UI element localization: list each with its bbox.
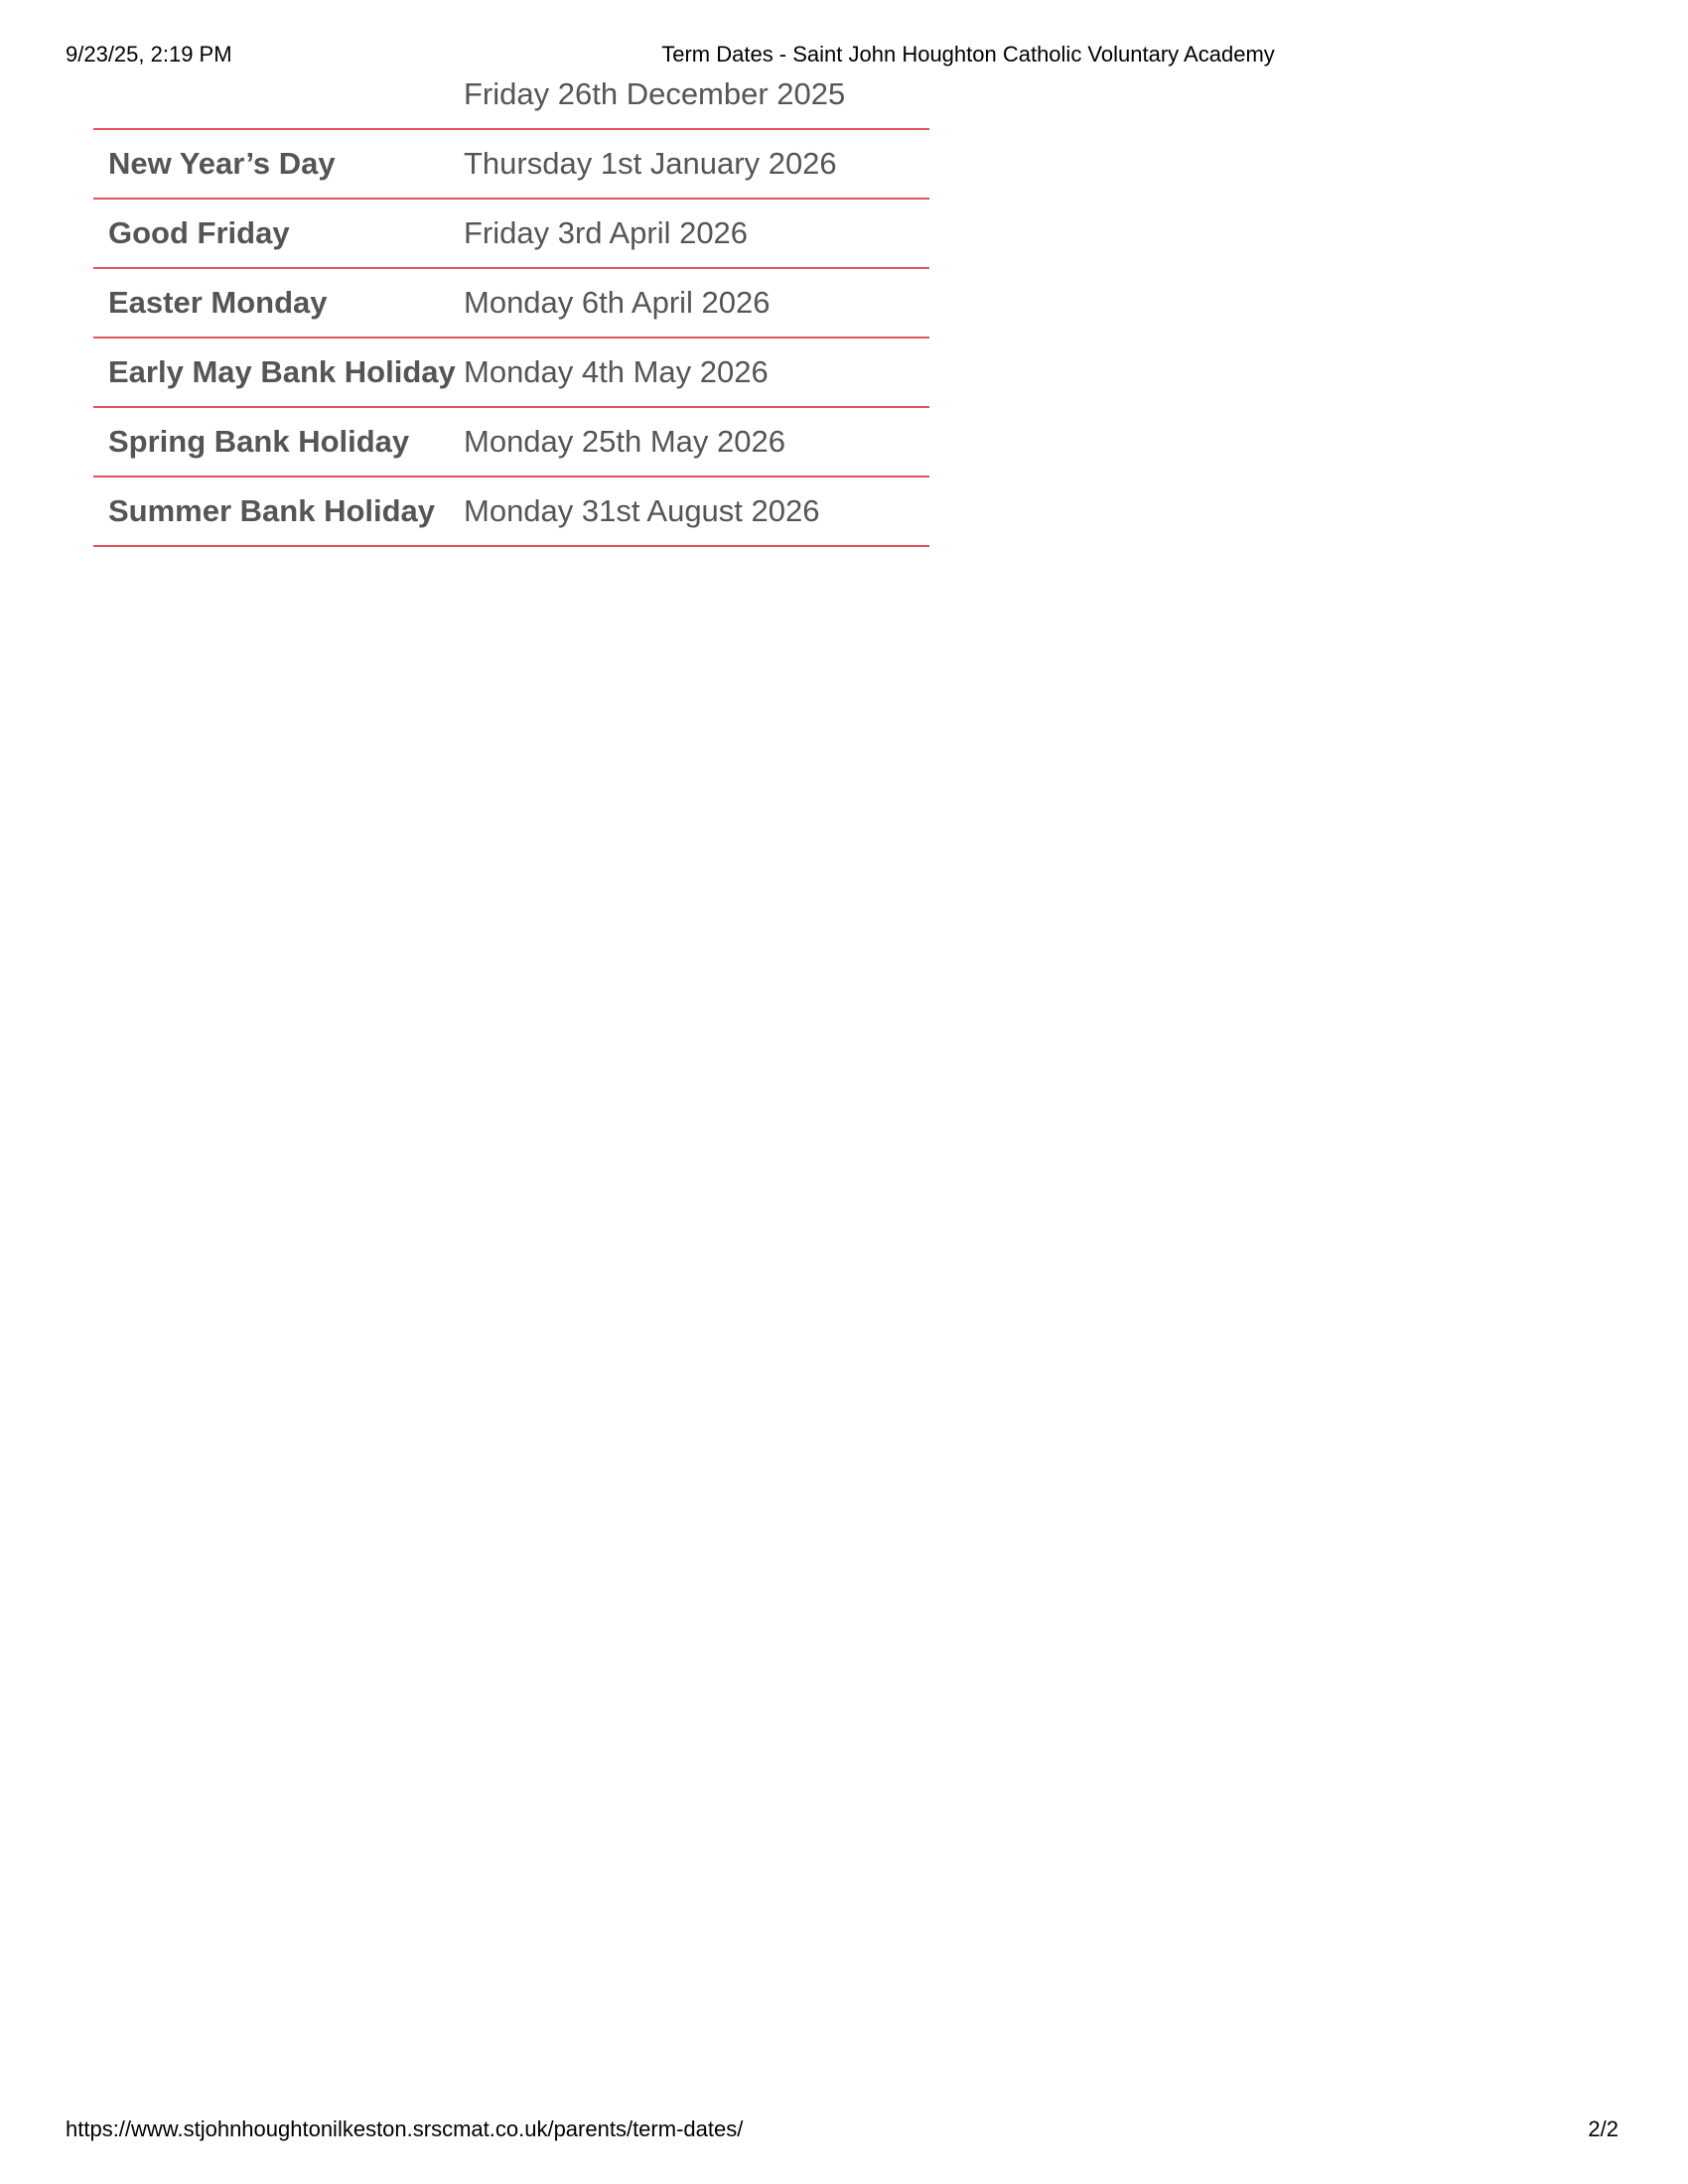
print-header-title: Term Dates - Saint John Houghton Catholic Voluntary Academy xyxy=(661,42,1275,67)
table-row xyxy=(93,129,929,199)
table-row xyxy=(93,268,929,338)
table-row xyxy=(93,199,929,268)
print-footer-page-number: 2/2 xyxy=(1588,2116,1618,2141)
holiday-name: Easter Monday xyxy=(93,268,464,338)
holiday-name: Good Friday xyxy=(93,199,464,268)
holiday-date: Thursday 1st January 2026 xyxy=(464,129,929,199)
table-row xyxy=(93,338,929,407)
table-row xyxy=(93,407,929,477)
holiday-name: New Year’s Day xyxy=(93,129,464,199)
holiday-name: Early May Bank Holiday xyxy=(93,338,464,407)
bank-holidays-table xyxy=(93,63,929,547)
print-footer-url: https://www.stjohnhoughtonilkeston.srscmat.co.uk/parents/term-dates/ xyxy=(66,2116,744,2141)
holiday-name: Spring Bank Holiday xyxy=(93,407,464,477)
print-header-date: 9/23/25, 2:19 PM xyxy=(66,42,232,67)
holiday-date: Friday 3rd April 2026 xyxy=(464,199,929,268)
table-row xyxy=(93,63,929,129)
holiday-date: Monday 4th May 2026 xyxy=(464,338,929,407)
holiday-name xyxy=(93,63,464,129)
holiday-name: Summer Bank Holiday xyxy=(93,477,464,546)
holiday-date: Monday 31st August 2026 xyxy=(464,477,929,546)
holiday-date: Friday 26th December 2025 xyxy=(464,63,929,129)
table-row xyxy=(93,477,929,546)
holiday-date: Monday 25th May 2026 xyxy=(464,407,929,477)
holiday-date: Monday 6th April 2026 xyxy=(464,268,929,338)
